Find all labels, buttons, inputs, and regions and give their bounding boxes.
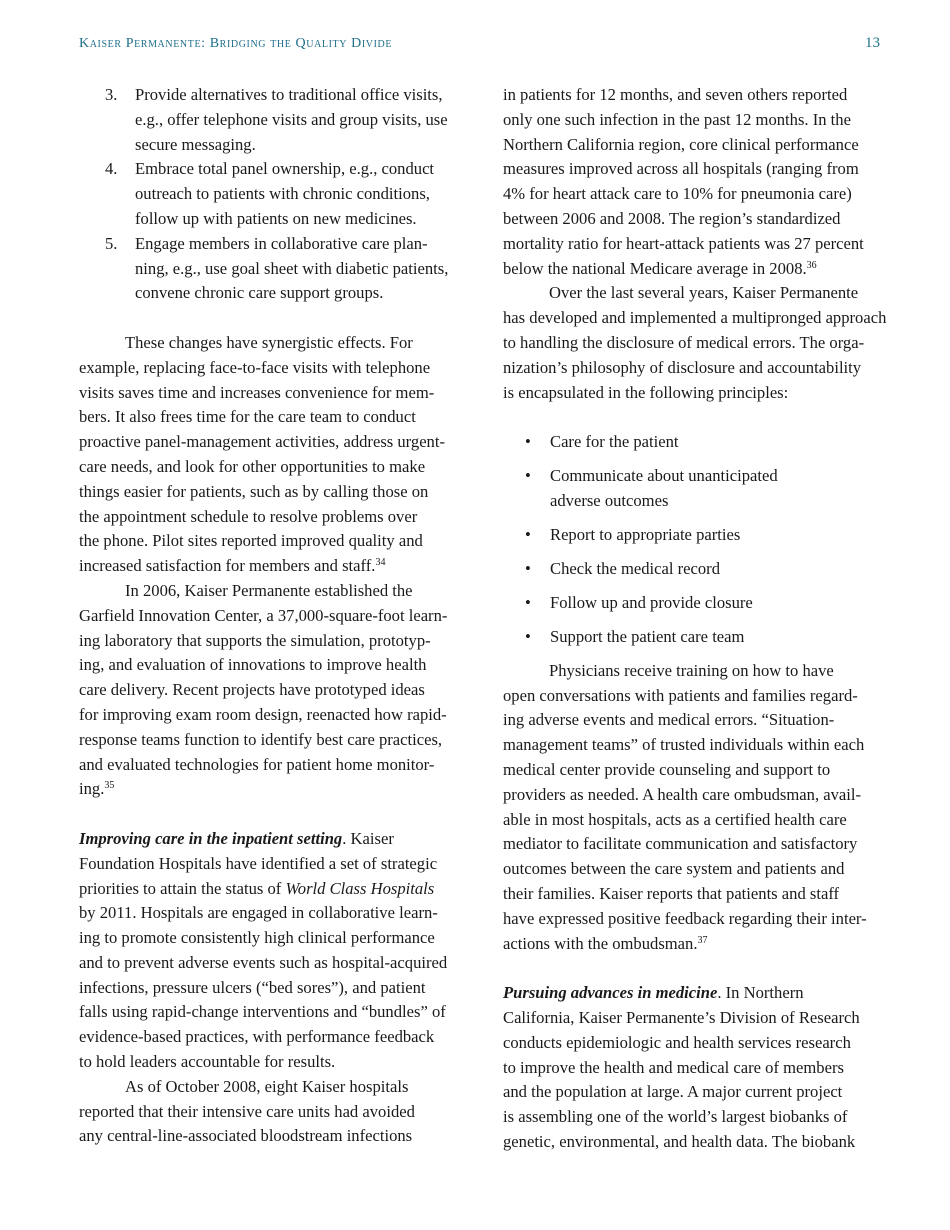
list-item bbox=[503, 591, 883, 616]
text-fragment: . Kaiser bbox=[342, 828, 394, 848]
text-line: Check the medical record bbox=[550, 558, 721, 578]
paragraph-inpatient bbox=[79, 827, 459, 1075]
text-line: reported that their intensive care units had avoided bbox=[79, 1101, 415, 1121]
text-line: ing, and evaluation of innovations to improve health bbox=[79, 655, 427, 675]
text-line: Engage members in collaborative care plan- bbox=[135, 233, 428, 253]
paragraph-synergy bbox=[79, 331, 459, 579]
text-line: In 2006, Kaiser Permanente established the bbox=[125, 580, 413, 600]
text-fragment: increased satisfaction for members and staff. bbox=[79, 556, 376, 576]
paragraph-advances bbox=[503, 981, 883, 1155]
text-fragment: below the national Medicare average in 2008. bbox=[503, 258, 807, 278]
text-line bbox=[79, 554, 459, 579]
text-line: follow up with patients on new medicines. bbox=[135, 208, 417, 228]
text-line: care needs, and look for other opportunities to make bbox=[79, 456, 426, 476]
text-line: Support the patient care team bbox=[550, 626, 745, 646]
text-line: outreach to patients with chronic conditions, bbox=[135, 184, 430, 204]
text-line: example, replacing face-to-face visits with telephone bbox=[79, 357, 431, 377]
bullet-icon: • bbox=[525, 592, 531, 612]
text-line: the phone. Pilot sites reported improved quality and bbox=[79, 531, 423, 551]
running-header-title: Kaiser Permanente: Bridging the Quality Divide bbox=[79, 36, 393, 51]
numbered-list-item bbox=[79, 157, 459, 231]
text-line: Embrace total panel ownership, e.g., conduct bbox=[135, 159, 435, 179]
text-line: outcomes between the care system and patients and bbox=[503, 859, 845, 879]
text-line: Provide alternatives to traditional office visits, bbox=[135, 85, 443, 104]
text-line: Northern California region, core clinical performance bbox=[503, 134, 859, 154]
text-line: secure messaging. bbox=[135, 134, 256, 154]
right-column bbox=[503, 83, 887, 1155]
text-line: Report to appropriate parties bbox=[550, 524, 741, 544]
list-item bbox=[503, 430, 883, 455]
page-number: 13 bbox=[865, 35, 880, 51]
section-heading: Improving care in the inpatient setting bbox=[79, 828, 343, 848]
text-line: bers. It also frees time for the care team to conduct bbox=[79, 407, 416, 427]
text-line: to improve the health and medical care of members bbox=[503, 1057, 844, 1077]
list-item bbox=[503, 464, 883, 514]
text-line: care delivery. Recent projects have prototyped ideas bbox=[79, 680, 425, 700]
text-line: have expressed positive feedback regarding their inter- bbox=[503, 908, 867, 928]
numbered-list-item bbox=[79, 83, 459, 157]
principles-list bbox=[503, 430, 883, 650]
text-line: Communicate about unanticipated bbox=[550, 466, 778, 486]
text-line: nization’s philosophy of disclosure and accountability bbox=[503, 357, 862, 377]
list-number: 5. bbox=[105, 233, 118, 253]
paragraph-disclosure bbox=[503, 281, 887, 405]
text-line bbox=[503, 981, 883, 1006]
list-item bbox=[503, 625, 883, 650]
text-line: in patients for 12 months, and seven others reported bbox=[503, 85, 848, 104]
text-line: California, Kaiser Permanente’s Division of Research bbox=[503, 1008, 860, 1028]
text-line: is encapsulated in the following principles: bbox=[503, 382, 789, 402]
text-fragment: actions with the ombudsman. bbox=[503, 933, 698, 953]
paragraph-garfield bbox=[79, 579, 459, 802]
text-fragment: . In Northern bbox=[717, 983, 804, 1003]
text-line: and evaluated technologies for patient home monitor- bbox=[79, 754, 435, 774]
text-line bbox=[79, 827, 459, 852]
list-number: 3. bbox=[105, 85, 118, 104]
text-line: proactive panel-management activities, address urgent- bbox=[79, 432, 445, 452]
bullet-icon: • bbox=[525, 524, 531, 544]
text-line bbox=[503, 932, 883, 957]
italic-term: World Class Hospitals bbox=[285, 878, 435, 898]
text-line: open conversations with patients and families regard- bbox=[503, 685, 858, 705]
text-line bbox=[79, 777, 459, 802]
text-line: the appointment schedule to resolve problems over bbox=[79, 506, 418, 526]
text-line: is assembling one of the world’s largest biobanks of bbox=[503, 1107, 848, 1127]
text-line: genetic, environmental, and health data. The biobank bbox=[503, 1132, 856, 1151]
text-line: e.g., offer telephone visits and group visits, use bbox=[135, 109, 448, 129]
footnote-ref: 36 bbox=[806, 259, 817, 271]
text-line: visits saves time and increases convenience for mem- bbox=[79, 382, 435, 402]
list-item bbox=[503, 523, 883, 548]
text-line: 4% for heart attack care to 10% for pneumonia care) bbox=[503, 184, 852, 204]
text-line: management teams” of trusted individuals within each bbox=[503, 735, 865, 755]
text-line: Care for the patient bbox=[550, 432, 679, 452]
bullet-icon: • bbox=[525, 626, 531, 646]
text-line: measures improved across all hospitals (ranging from bbox=[503, 159, 859, 179]
text-line: These changes have synergistic effects. For bbox=[125, 332, 413, 352]
text-line: evidence-based practices, with performance feedback bbox=[79, 1027, 435, 1047]
text-line: to hold leaders accountable for results. bbox=[79, 1052, 336, 1072]
text-line: ing adverse events and medical errors. “Situation- bbox=[503, 710, 835, 730]
text-line: falls using rapid-change interventions and “bundles” of bbox=[79, 1002, 446, 1022]
text-line: mortality ratio for heart-attack patients was 27 percent bbox=[503, 233, 864, 253]
text-line: adverse outcomes bbox=[550, 490, 669, 510]
text-line: Follow up and provide closure bbox=[550, 592, 753, 612]
text-line: ing laboratory that supports the simulation, prototyp- bbox=[79, 630, 431, 650]
list-number: 4. bbox=[105, 159, 118, 179]
bullet-icon: • bbox=[525, 558, 531, 578]
text-line: conducts epidemiologic and health services research bbox=[503, 1032, 851, 1052]
text-line: and the population at large. A major current project bbox=[503, 1082, 843, 1102]
paragraph-october bbox=[79, 1075, 459, 1149]
footnote-ref: 34 bbox=[375, 557, 386, 569]
bullet-icon: • bbox=[525, 432, 531, 452]
text-line bbox=[79, 877, 459, 902]
text-line: response teams function to identify best care practices, bbox=[79, 729, 443, 749]
text-line: convene chronic care support groups. bbox=[135, 283, 384, 303]
text-line: Physicians receive training on how to have bbox=[549, 660, 834, 680]
text-line: between 2006 and 2008. The region’s standardized bbox=[503, 208, 841, 228]
text-line: medical center provide counseling and support to bbox=[503, 760, 831, 780]
text-line: to handling the disclosure of medical errors. The orga- bbox=[503, 332, 865, 352]
text-line: providers as needed. A health care ombudsman, avail- bbox=[503, 784, 862, 804]
text-line: Foundation Hospitals have identified a set of strategic bbox=[79, 853, 438, 873]
text-line bbox=[503, 257, 883, 282]
footnote-ref: 35 bbox=[104, 780, 115, 792]
section-heading: Pursuing advances in medicine bbox=[503, 983, 718, 1003]
numbered-list-item bbox=[79, 232, 459, 306]
text-line: only one such infection in the past 12 months. In the bbox=[503, 109, 851, 129]
list-item bbox=[503, 557, 883, 582]
text-line: their families. Kaiser reports that patients and staff bbox=[503, 884, 840, 904]
left-column bbox=[79, 83, 459, 1149]
text-line: for improving exam room design, reenacted how rapid- bbox=[79, 704, 447, 724]
text-line: mediator to facilitate communication and satisfactory bbox=[503, 834, 858, 854]
text-fragment: priorities to attain the status of bbox=[79, 878, 286, 898]
text-line: able in most hospitals, acts as a certified health care bbox=[503, 809, 847, 829]
text-fragment: ing. bbox=[79, 779, 105, 799]
text-line: infections, pressure ulcers (“bed sores”), and patient bbox=[79, 977, 426, 997]
text-line: things easier for patients, such as by calling those on bbox=[79, 481, 429, 501]
text-line: Over the last several years, Kaiser Permanente bbox=[549, 283, 859, 303]
footnote-ref: 37 bbox=[697, 934, 708, 946]
text-line: by 2011. Hospitals are engaged in collaborative learn- bbox=[79, 903, 438, 923]
text-line: any central-line-associated bloodstream infections bbox=[79, 1126, 413, 1146]
paragraph-continued bbox=[503, 83, 883, 281]
paragraph-training bbox=[503, 659, 883, 957]
text-line: ing to promote consistently high clinical performance bbox=[79, 928, 435, 948]
text-line: As of October 2008, eight Kaiser hospitals bbox=[125, 1076, 409, 1096]
text-line: has developed and implemented a multipronged approach bbox=[503, 308, 887, 328]
bullet-icon: • bbox=[525, 466, 531, 486]
numbered-list bbox=[79, 83, 459, 306]
text-line: and to prevent adverse events such as hospital-acquired bbox=[79, 952, 448, 972]
text-line: Garfield Innovation Center, a 37,000-square-foot learn- bbox=[79, 605, 448, 625]
text-line: ning, e.g., use goal sheet with diabetic patients, bbox=[135, 258, 449, 278]
